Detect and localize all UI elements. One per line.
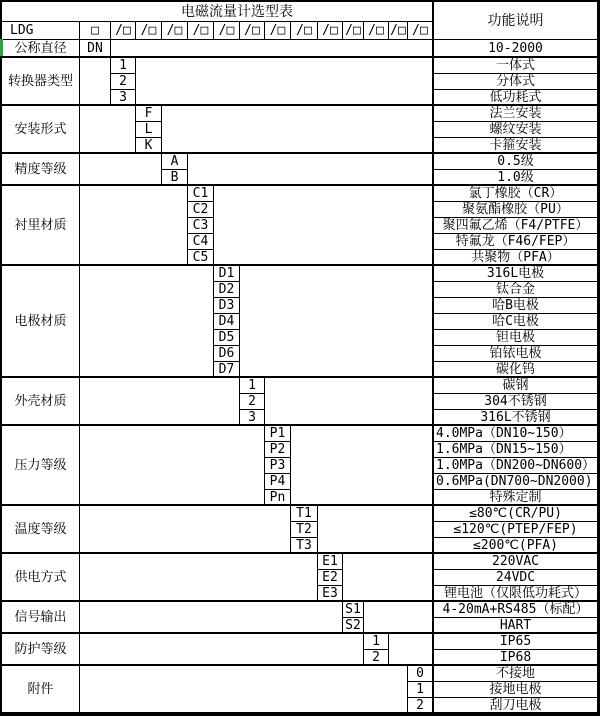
code-cell: S1 bbox=[343, 602, 364, 618]
code-cell: P1 bbox=[265, 426, 291, 442]
desc-cell: 聚氨酯橡胶（PU） bbox=[434, 202, 598, 218]
desc-cell: 共聚物（PFA） bbox=[434, 250, 598, 266]
code-cell: C5 bbox=[188, 250, 214, 266]
model-code-box: /□ bbox=[188, 22, 214, 40]
code-cell: T2 bbox=[291, 522, 318, 538]
code-cell: 3 bbox=[240, 410, 265, 426]
desc-cell: IP65 bbox=[434, 634, 598, 650]
code-cell: 1 bbox=[408, 682, 434, 698]
desc-cell: 碳化钨 bbox=[434, 362, 598, 378]
blank-area bbox=[240, 266, 434, 378]
code-cell: DN bbox=[80, 40, 111, 58]
code-cell: E1 bbox=[318, 554, 343, 570]
code-cell: 1 bbox=[240, 378, 265, 394]
desc-cell: 哈C电极 bbox=[434, 314, 598, 330]
model-code-box: /□ bbox=[265, 22, 291, 40]
code-cell: D7 bbox=[214, 362, 240, 378]
desc-cell: 法兰安装 bbox=[434, 106, 598, 122]
code-cell: 1 bbox=[111, 58, 136, 74]
code-cell: 0 bbox=[408, 666, 434, 682]
model-code-box: /□ bbox=[111, 22, 136, 40]
desc-cell: 10-2000 bbox=[434, 40, 598, 58]
blank-area bbox=[364, 602, 434, 634]
blank-area bbox=[80, 634, 364, 666]
desc-cell: ≤200℃(PFA) bbox=[434, 538, 598, 554]
desc-cell: HART bbox=[434, 618, 598, 634]
code-cell: F bbox=[136, 106, 162, 122]
model-code-box: /□ bbox=[291, 22, 318, 40]
desc-cell: ≤120℃(PTEP/FEP) bbox=[434, 522, 598, 538]
blank-area bbox=[265, 378, 434, 426]
model-code-box: /□ bbox=[343, 22, 364, 40]
code-cell: 2 bbox=[408, 698, 434, 714]
desc-cell: 分体式 bbox=[434, 74, 598, 90]
model-code-box: /□ bbox=[364, 22, 389, 40]
category-label: 安装形式 bbox=[2, 106, 80, 154]
code-cell: 2 bbox=[111, 74, 136, 90]
desc-cell: 刮刀电极 bbox=[434, 698, 598, 714]
blank-area bbox=[80, 106, 136, 154]
category-label: 附件 bbox=[2, 666, 80, 714]
desc-cell: 不接地 bbox=[434, 666, 598, 682]
desc-cell: IP68 bbox=[434, 650, 598, 666]
desc-cell: 304不锈钢 bbox=[434, 394, 598, 410]
category-label: 精度等级 bbox=[2, 154, 80, 186]
code-cell: A bbox=[162, 154, 188, 170]
desc-cell: 24VDC bbox=[434, 570, 598, 586]
desc-cell: 哈B电极 bbox=[434, 298, 598, 314]
blank-area bbox=[188, 154, 434, 186]
model-code-box: /□ bbox=[318, 22, 343, 40]
function-header: 功能说明 bbox=[434, 2, 598, 40]
code-cell: 3 bbox=[111, 90, 136, 106]
code-cell: T3 bbox=[291, 538, 318, 554]
code-cell: C3 bbox=[188, 218, 214, 234]
model-code-box: /□ bbox=[240, 22, 265, 40]
model-code-box: /□ bbox=[389, 22, 408, 40]
blank-area bbox=[389, 634, 434, 666]
desc-cell: 1.0级 bbox=[434, 170, 598, 186]
category-label: 衬里材质 bbox=[2, 186, 80, 266]
code-cell: Pn bbox=[265, 490, 291, 506]
code-cell: L bbox=[136, 122, 162, 138]
green-marker bbox=[0, 39, 3, 56]
category-label: 公称直径 bbox=[2, 40, 80, 58]
desc-cell: 螺纹安装 bbox=[434, 122, 598, 138]
blank-area bbox=[80, 154, 162, 186]
category-label: 供电方式 bbox=[2, 554, 80, 602]
blank-area bbox=[214, 186, 434, 266]
desc-cell: 220VAC bbox=[434, 554, 598, 570]
code-cell: B bbox=[162, 170, 188, 186]
desc-cell: 碳钢 bbox=[434, 378, 598, 394]
desc-cell: 4-20mA+RS485（标配） bbox=[434, 602, 598, 618]
code-cell: 2 bbox=[240, 394, 265, 410]
code-cell: C1 bbox=[188, 186, 214, 202]
code-cell: C2 bbox=[188, 202, 214, 218]
desc-cell: ≤80℃(CR/PU) bbox=[434, 506, 598, 522]
desc-cell: 低功耗式 bbox=[434, 90, 598, 106]
blank-area bbox=[136, 58, 434, 106]
code-cell: E3 bbox=[318, 586, 343, 602]
category-label: 电极材质 bbox=[2, 266, 80, 378]
model-code-box: /□ bbox=[136, 22, 162, 40]
code-cell: D4 bbox=[214, 314, 240, 330]
blank-area bbox=[80, 506, 291, 554]
blank-area bbox=[291, 426, 434, 506]
code-cell: T1 bbox=[291, 506, 318, 522]
desc-cell: 聚四氟乙烯（F4/PTFE） bbox=[434, 218, 598, 234]
blank-area bbox=[80, 58, 111, 106]
code-cell: D3 bbox=[214, 298, 240, 314]
blank-area bbox=[343, 554, 434, 602]
blank-area bbox=[111, 40, 434, 58]
desc-cell: 一体式 bbox=[434, 58, 598, 74]
category-label: 信号输出 bbox=[2, 602, 80, 634]
code-cell: P4 bbox=[265, 474, 291, 490]
desc-cell: 316L电极 bbox=[434, 266, 598, 282]
desc-cell: 钛合金 bbox=[434, 282, 598, 298]
category-label: 外壳材质 bbox=[2, 378, 80, 426]
desc-cell: 接地电极 bbox=[434, 682, 598, 698]
blank-area bbox=[318, 506, 434, 554]
blank-area bbox=[80, 378, 240, 426]
code-cell: D1 bbox=[214, 266, 240, 282]
desc-cell: 钽电极 bbox=[434, 330, 598, 346]
model-digit-box: □ bbox=[80, 22, 111, 40]
code-cell: P2 bbox=[265, 442, 291, 458]
blank-area bbox=[80, 666, 408, 714]
code-cell: 2 bbox=[364, 650, 389, 666]
blank-area bbox=[80, 186, 188, 266]
code-cell: P3 bbox=[265, 458, 291, 474]
desc-cell: 特氟龙（F46/FEP） bbox=[434, 234, 598, 250]
code-cell: D6 bbox=[214, 346, 240, 362]
desc-cell: 1.6MPa（DN15~150） bbox=[434, 442, 598, 458]
blank-area bbox=[80, 266, 214, 378]
category-label: 温度等级 bbox=[2, 506, 80, 554]
desc-cell: 0.6MPa(DN700~DN2000) bbox=[434, 474, 598, 490]
desc-cell: 316L不锈钢 bbox=[434, 410, 598, 426]
code-cell: C4 bbox=[188, 234, 214, 250]
desc-cell: 1.0MPa（DN200~DN600） bbox=[434, 458, 598, 474]
desc-cell: 氯丁橡胶（CR） bbox=[434, 186, 598, 202]
code-cell: E2 bbox=[318, 570, 343, 586]
desc-cell: 0.5级 bbox=[434, 154, 598, 170]
model-code-box: /□ bbox=[408, 22, 434, 40]
blank-area bbox=[80, 426, 265, 506]
page-title: 电磁流量计选型表 bbox=[2, 2, 434, 22]
code-cell: D2 bbox=[214, 282, 240, 298]
blank-area bbox=[80, 602, 343, 634]
model-code-box: /□ bbox=[162, 22, 188, 40]
desc-cell: 4.0MPa（DN10~150） bbox=[434, 426, 598, 442]
desc-cell: 锂电池（仅限低功耗式） bbox=[434, 586, 598, 602]
desc-cell: 特殊定制 bbox=[434, 490, 598, 506]
code-cell: 1 bbox=[364, 634, 389, 650]
category-label: 防护等级 bbox=[2, 634, 80, 666]
model-prefix: LDG bbox=[2, 22, 80, 40]
blank-area bbox=[80, 554, 318, 602]
model-code-box: /□ bbox=[214, 22, 240, 40]
code-cell: D5 bbox=[214, 330, 240, 346]
category-label: 转换器类型 bbox=[2, 58, 80, 106]
code-cell: K bbox=[136, 138, 162, 154]
desc-cell: 铂铱电极 bbox=[434, 346, 598, 362]
desc-cell: 卡箍安装 bbox=[434, 138, 598, 154]
code-cell: S2 bbox=[343, 618, 364, 634]
category-label: 压力等级 bbox=[2, 426, 80, 506]
blank-area bbox=[162, 106, 434, 154]
